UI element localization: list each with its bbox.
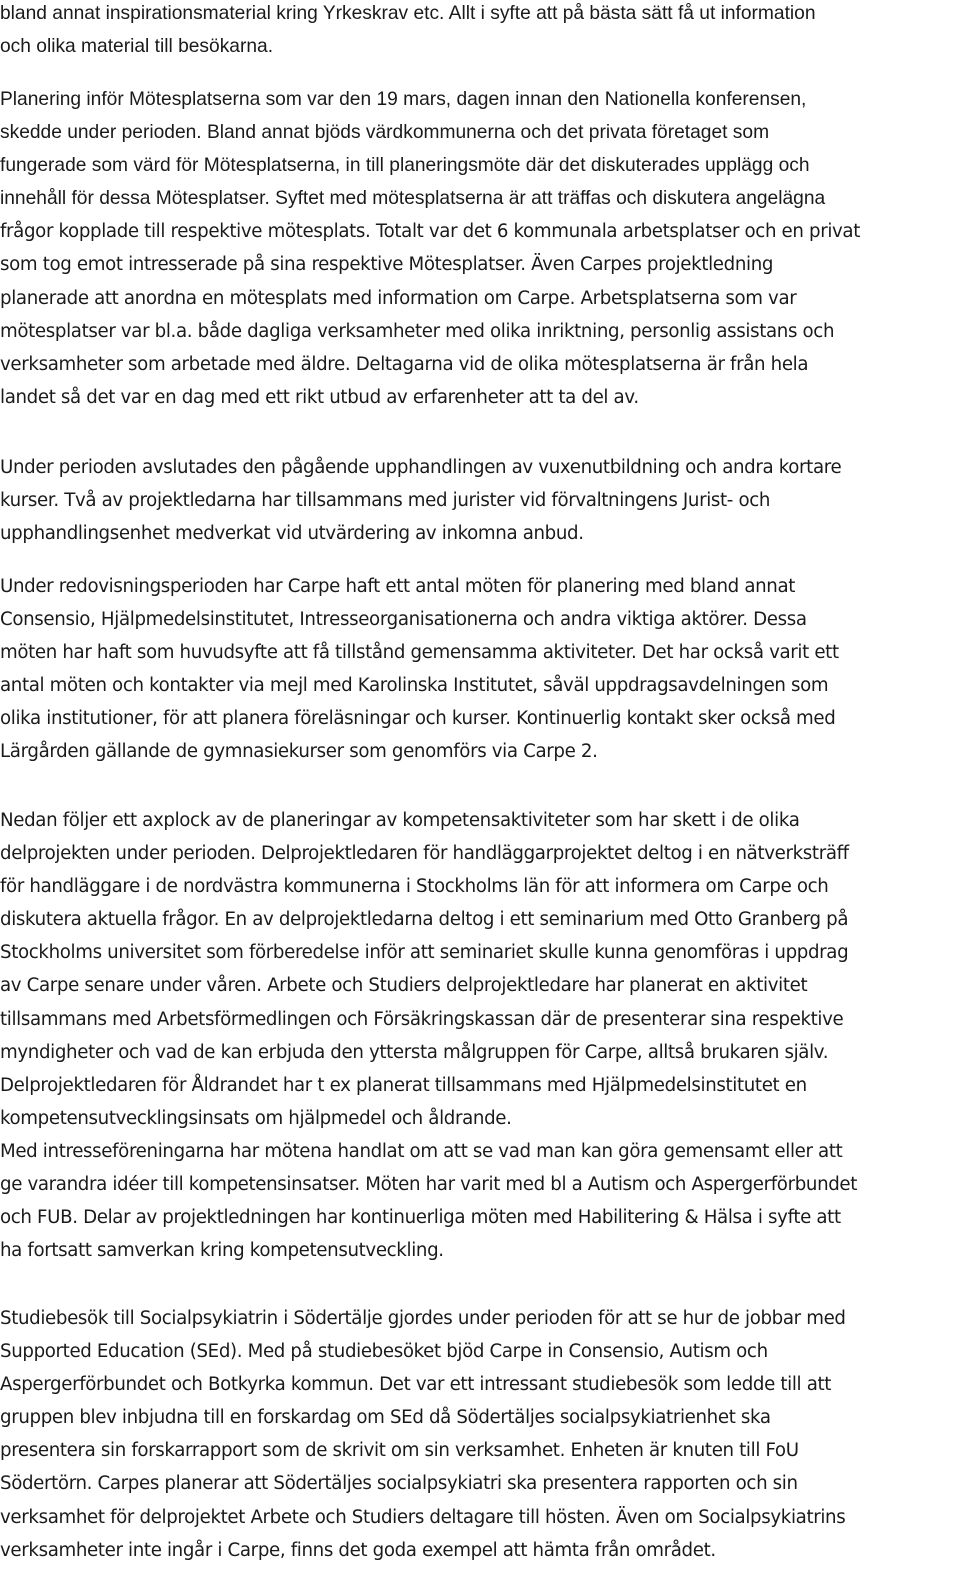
text-line: och FUB. Delar av projektledningen har kontinuerliga möten med Habilitering & Hälsa i syfte att [0, 1207, 841, 1229]
text-line: myndigheter och vad de kan erbjuda den yttersta målgruppen för Carpe, alltså brukaren själv. [0, 1041, 829, 1063]
paragraph-motesplatser [0, 83, 960, 414]
text-line: av Carpe senare under våren. Arbete och Studiers delprojektledare har planerat en aktivitet [0, 975, 808, 997]
text-line: innehåll för dessa Mötesplatser. Syftet med mötesplatserna är att träffas och diskutera angelägna [0, 188, 826, 210]
text-line: Under perioden avslutades den pågående upphandlingen av vuxenutbildning och andra kortare [0, 457, 842, 478]
text-line: bland annat inspirationsmaterial kring Yrkeskrav etc. Allt i syfte att på bästa sätt få ut information [0, 3, 816, 24]
text-line: Studiebesök till Socialpsykiatrin i Södertälje gjordes under perioden för att se hur de jobbar med [0, 1308, 846, 1329]
paragraph-upphandling [0, 451, 960, 550]
text-line: ge varandra idéer till kompetensinsatser. Möten har varit med bl a Autism och Aspergerförbundet [0, 1174, 858, 1196]
text-line: diskutera aktuella frågor. En av delprojektledarna deltog i ett seminarium med Otto Granberg på [0, 909, 849, 931]
text-line: mötesplatser var bl.a. både dagliga verksamheter med olika inriktning, personlig assistans och [0, 320, 835, 342]
paragraph-delprojekt [0, 804, 960, 1267]
text-line: Stockholms universitet som förberedelse inför att seminariet skulle kunna genomföras i uppdrag [0, 942, 849, 964]
text-line: upphandlingsenhet medverkat vid utvärdering av inkomna anbud. [0, 523, 584, 545]
text-line: Planering inför Mötesplatserna som var den 19 mars, dagen innan den Nationella konferensen, [0, 89, 807, 110]
text-line: Med intresseföreningarna har mötena handlat om att se vad man kan göra gemensamt eller att [0, 1140, 843, 1162]
text-line: kurser. Två av projektledarna har tillsammans med jurister vid förvaltningens Jurist- och [0, 490, 771, 512]
text-line: delprojekten under perioden. Delprojektledaren för handläggarprojektet deltog i en nätverksträff [0, 843, 849, 865]
text-line: Nedan följer ett axplock av de planeringar av kompetensaktiviteter som har skett i de olika [0, 810, 800, 831]
text-line: kompetensutvecklingsinsats om hjälpmedel och åldrande. [0, 1107, 512, 1129]
text-line: Consensio, Hjälpmedelsinstitutet, Intresseorganisationerna och andra viktiga aktörer. Dessa [0, 609, 807, 631]
text-line: Delprojektledaren för Åldrandet har t ex planerat tillsammans med Hjälpmedelsinstitutet en [0, 1074, 807, 1096]
text-line: presentera sin forskarrapport som de skrivit om sin verksamhet. Enheten är knuten till FoU [0, 1440, 799, 1462]
text-line: Aspergerförbundet och Botkyrka kommun. Det var ett intressant studiebesök som ledde till att [0, 1374, 832, 1396]
text-line: planerade att anordna en mötesplats med information om Carpe. Arbetsplatserna som var [0, 287, 797, 309]
text-line: antal möten och kontakter via mejl med Karolinska Institutet, såväl uppdragsavdelningen som [0, 675, 829, 697]
paragraph-yrkeskrav [0, 0, 960, 63]
text-line: möten har haft som huvudsyfte att få tillstånd gemensamma aktiviteter. Det har också varit ett [0, 642, 839, 664]
text-line: skedde under perioden. Bland annat bjöds värdkommunerna och det privata företaget som [0, 122, 770, 144]
text-line: Lärgården gällande de gymnasiekurser som genomförs via Carpe 2. [0, 741, 598, 763]
text-line: gruppen blev inbjudna till en forskardag om SEd då Södertäljes socialpsykiatrienhet ska [0, 1407, 771, 1429]
text-line: fungerade som värd för Mötesplatserna, in till planeringsmöte där det diskuterades upplägg och [0, 155, 810, 177]
text-line: ha fortsatt samverkan kring kompetensutveckling. [0, 1240, 444, 1262]
text-line: tillsammans med Arbetsförmedlingen och Försäkringskassan där de presenterar sina respektive [0, 1008, 844, 1030]
text-line: och olika material till besökarna. [0, 36, 274, 58]
text-line: verksamheter som arbetade med äldre. Deltagarna vid de olika mötesplatserna är från hela [0, 353, 809, 375]
text-line: som tog emot intresserade på sina respektive Mötesplatser. Även Carpes projektledning [0, 254, 774, 276]
paragraph-studiebesok [0, 1302, 960, 1567]
text-line: verksamheter inte ingår i Carpe, finns det goda exempel att hämta från området. [0, 1539, 716, 1561]
text-line: Supported Education (SEd). Med på studiebesöket bjöd Carpe in Consensio, Autism och [0, 1341, 768, 1363]
text-line: Södertörn. Carpes planerar att Södertäljes socialpsykiatri ska presentera rapporten och sin [0, 1473, 798, 1495]
text-line: olika institutioner, för att planera föreläsningar och kurser. Kontinuerlig kontakt sker också med [0, 708, 836, 730]
text-line: landet så det var en dag med ett rikt utbud av erfarenheter att ta del av. [0, 386, 639, 408]
text-line: verksamhet för delprojektet Arbete och Studiers deltagare till hösten. Även om Socialpsykiatrins [0, 1506, 846, 1528]
text-line: för handläggare i de nordvästra kommunerna i Stockholms län för att informera om Carpe och [0, 876, 829, 898]
text-line: frågor kopplade till respektive mötesplats. Totalt var det 6 kommunala arbetsplatser och en privat [0, 221, 861, 243]
text-line: Under redovisningsperioden har Carpe haft ett antal möten för planering med bland annat [0, 576, 796, 597]
paragraph-planeringsmoten [0, 570, 960, 769]
